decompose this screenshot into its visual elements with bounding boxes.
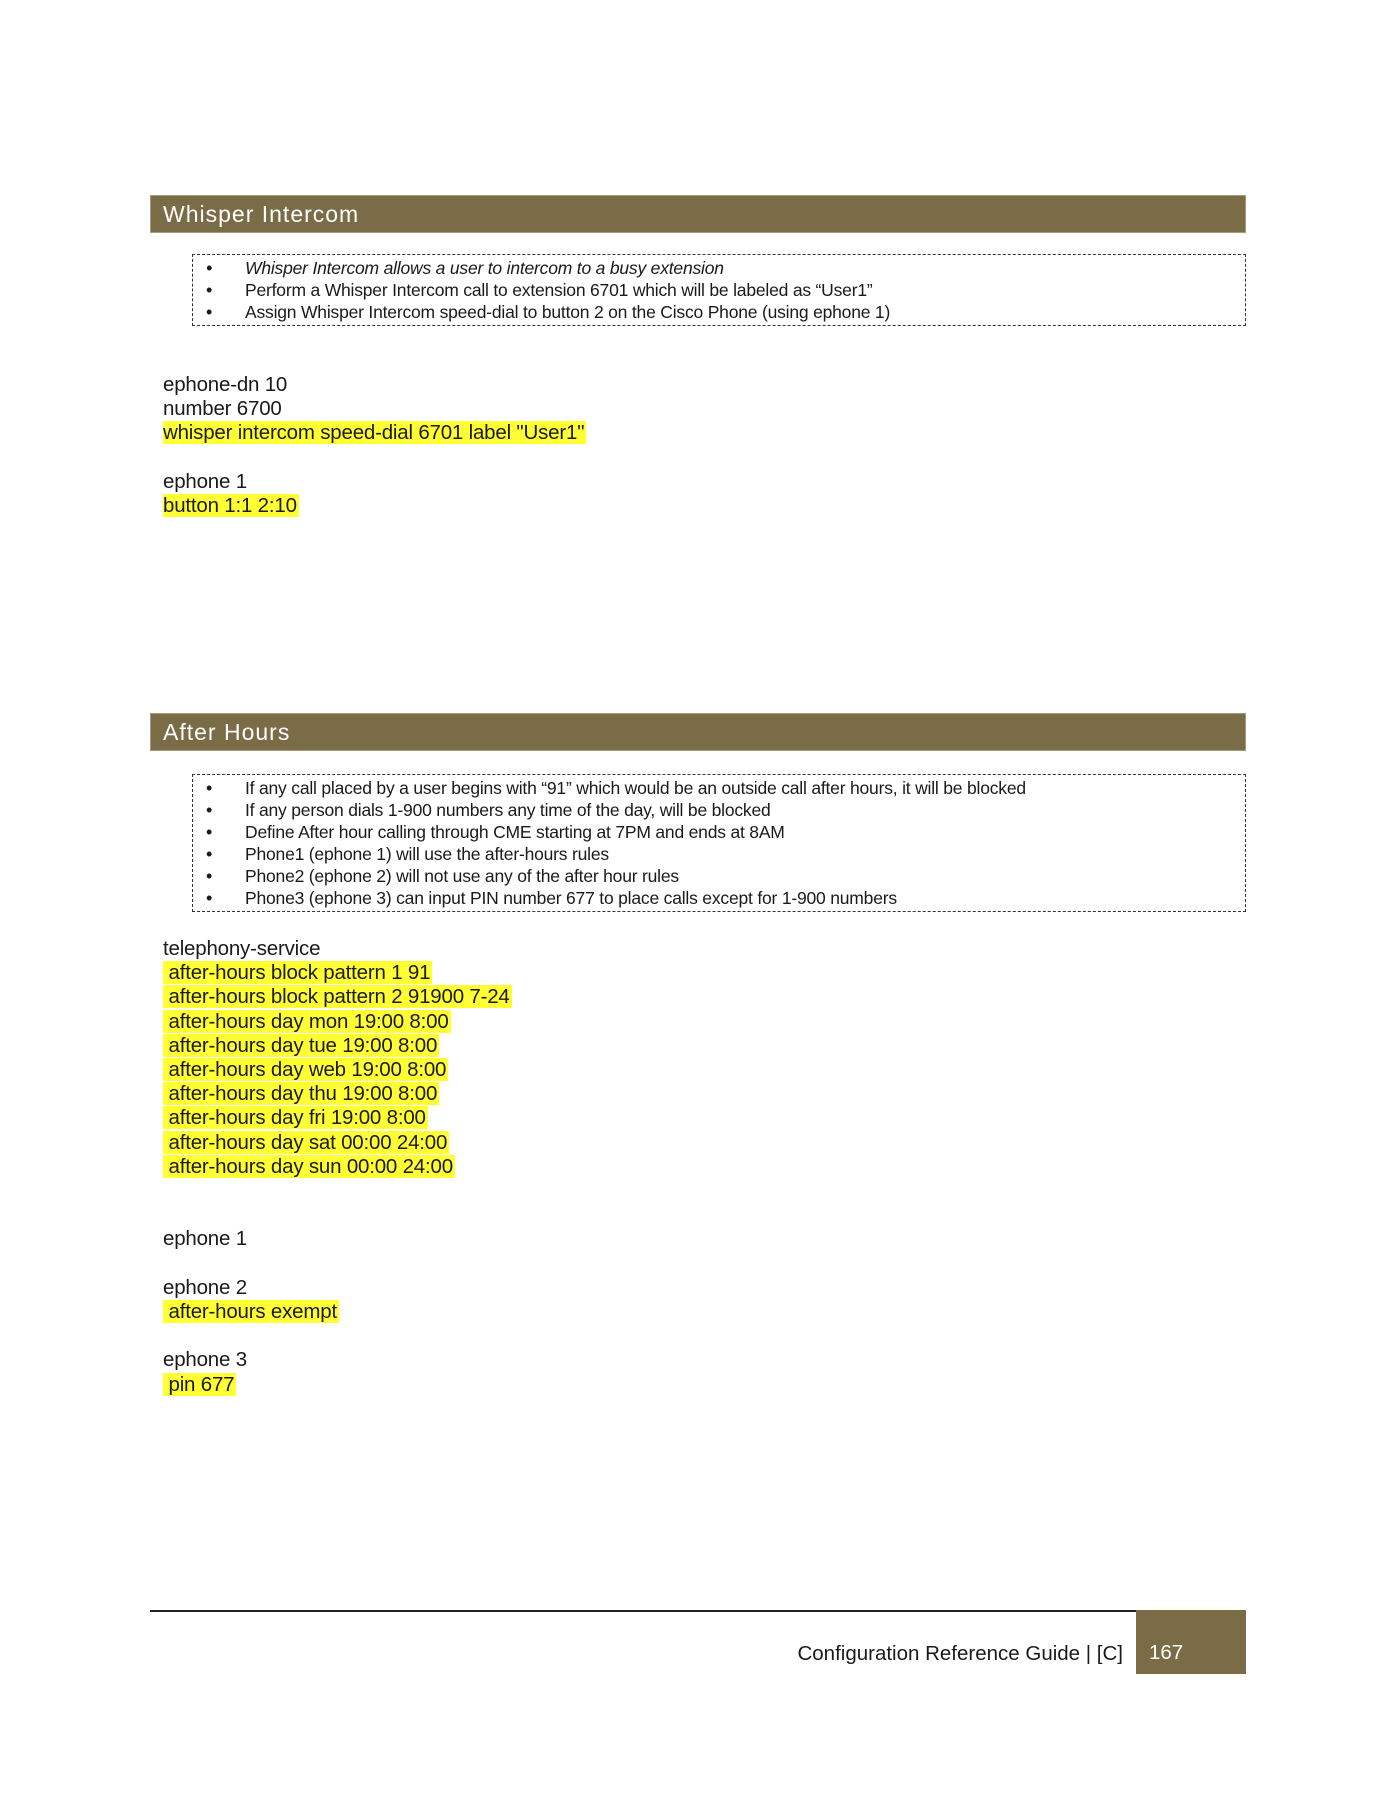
config-line-highlighted: after-hours day sun 00:00 24:00 xyxy=(163,1154,453,1178)
note-item: • Phone2 (ephone 2) will not use any of the after hour rules xyxy=(193,865,1245,887)
config-line-highlighted: button 1:1 2:10 xyxy=(163,494,297,517)
note-item: • Whisper Intercom allows a user to intercom to a busy extension xyxy=(193,257,1245,279)
notes-box-whisper-intercom xyxy=(192,254,1246,326)
config-line-highlighted: after-hours day fri 19:00 8:00 xyxy=(163,1106,426,1130)
config-block-whisper-intercom xyxy=(163,373,586,518)
config-line-highlighted: after-hours day sat 00:00 24:00 xyxy=(163,1130,448,1154)
config-line: ephone-dn 10 xyxy=(163,373,288,396)
config-line-highlighted: pin 677 xyxy=(163,1372,235,1396)
config-line-highlighted: after-hours block pattern 1 91 xyxy=(163,961,431,985)
config-line: ephone 3 xyxy=(163,1348,247,1372)
note-item: • Assign Whisper Intercom speed-dial to button 2 on the Cisco Phone (using ephone 1) xyxy=(193,301,1245,323)
footer-guide-title: Configuration Reference Guide | [C] xyxy=(797,1642,1123,1665)
note-item: • Perform a Whisper Intercom call to extension 6701 which will be labeled as “User1” xyxy=(193,279,1245,301)
note-item: • Define After hour calling through CME starting at 7PM and ends at 8AM xyxy=(193,821,1245,843)
note-item: • If any person dials 1-900 numbers any time of the day, will be blocked xyxy=(193,799,1245,821)
config-line: telephony-service xyxy=(163,937,321,960)
config-line-highlighted: whisper intercom speed-dial 6701 label "User1" xyxy=(163,421,585,445)
page-number: 167 xyxy=(1136,1610,1246,1674)
config-line xyxy=(163,1324,512,1348)
note-item: • Phone1 (ephone 1) will use the after-hours rules xyxy=(193,843,1245,865)
config-line: ephone 2 xyxy=(163,1275,247,1299)
config-line xyxy=(163,1203,512,1227)
config-line-highlighted: after-hours day mon 19:00 8:00 xyxy=(163,1009,449,1033)
config-line xyxy=(163,1179,512,1203)
config-line xyxy=(163,446,586,470)
section-title-after-hours: After Hours xyxy=(150,713,1246,751)
config-line-highlighted: after-hours day web 19:00 8:00 xyxy=(163,1058,447,1082)
config-line-highlighted: after-hours day thu 19:00 8:00 xyxy=(163,1082,438,1106)
config-line-highlighted: after-hours exempt xyxy=(163,1300,337,1323)
note-item: • Phone3 (ephone 3) can input PIN number 677 to place calls except for 1-900 numbers xyxy=(193,887,1245,909)
config-block-after-hours xyxy=(163,937,512,1397)
note-item: • If any call placed by a user begins with “91” which would be an outside call after hours, it will be blocked xyxy=(193,777,1245,799)
section-title-whisper-intercom: Whisper Intercom xyxy=(150,195,1246,233)
config-line: ephone 1 xyxy=(163,469,247,493)
config-line-highlighted: after-hours day tue 19:00 8:00 xyxy=(163,1033,438,1057)
notes-box-after-hours xyxy=(192,774,1246,912)
config-line xyxy=(163,1252,512,1276)
config-line: ephone 1 xyxy=(163,1227,247,1251)
config-line-highlighted: after-hours block pattern 2 91900 7-24 xyxy=(163,985,510,1009)
footer-divider xyxy=(150,1610,1136,1612)
config-line: number 6700 xyxy=(163,397,282,421)
